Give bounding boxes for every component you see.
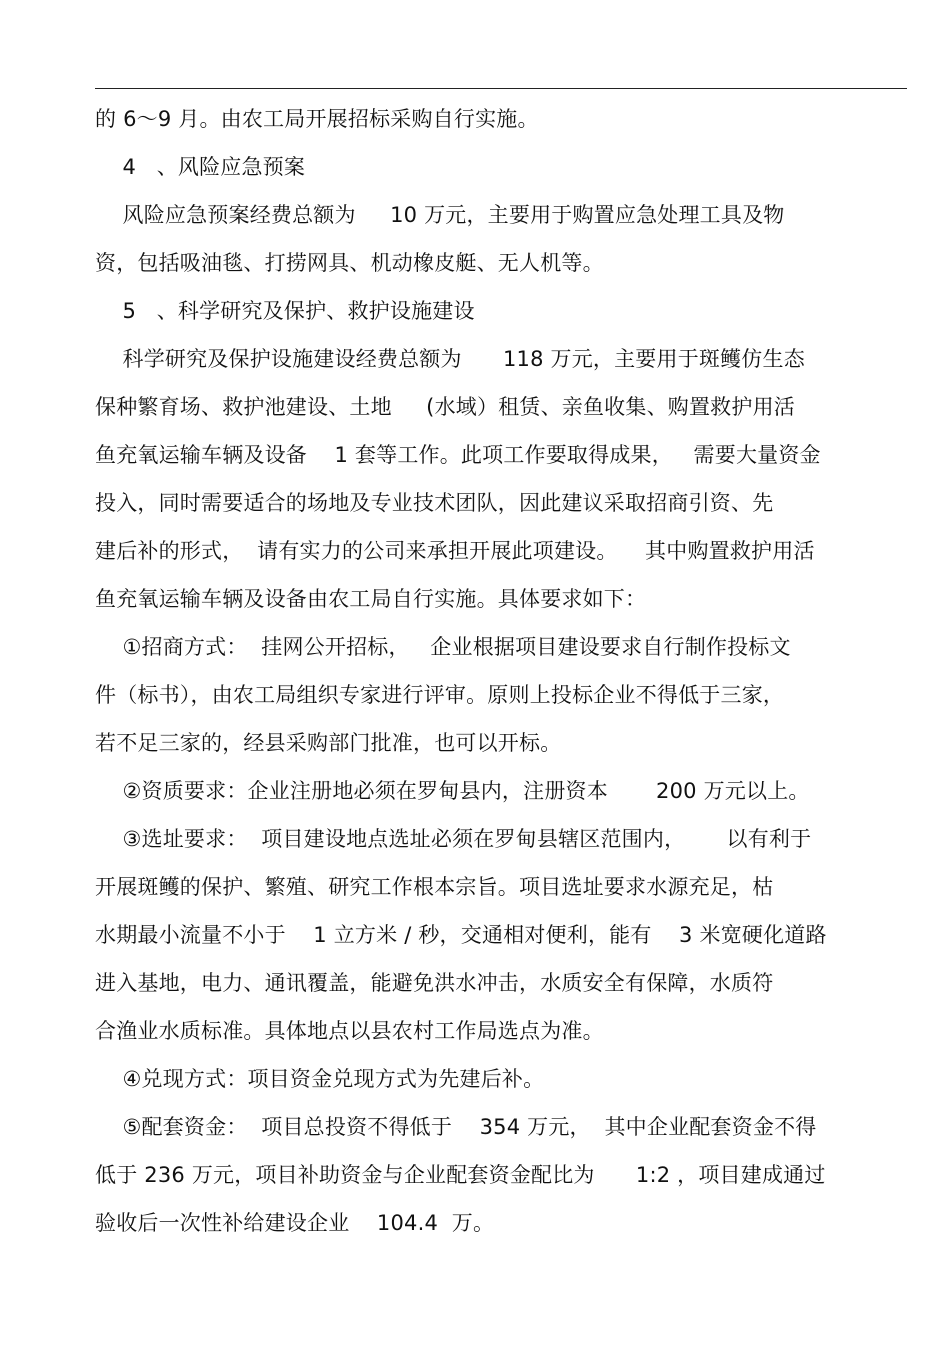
text-line: 开展斑鳠的保护、繁殖、研究工作根本宗旨。项目选址要求水源充足，枯 (95, 875, 774, 899)
text-line: 风险应急预案经费总额为 10 万元，主要用于购置应急处理工具及物 (95, 203, 785, 227)
text-line: 水期最小流量不小于 1 立方米 / 秒，交通相对便利，能有 3 米宽硬化道路 (95, 923, 827, 947)
text-line: 4 、风险应急预案 (95, 155, 306, 179)
text-line: 进入基地，电力、通讯覆盖，能避免洪水冲击，水质安全有保障，水质符 (95, 971, 774, 995)
text-line: 的 6～9 月。由农工局开展招标采购自行实施。 (95, 107, 539, 131)
text-line: 资，包括吸油毯、打捞网具、机动橡皮艇、无人机等。 (95, 251, 604, 275)
text-line: 件（标书），由农工局组织专家进行评审。原则上投标企业不得低于三家， (95, 683, 785, 707)
text-line: 建后补的形式， 请有实力的公司来承担开展此项建设。 其中购置救护用活 (95, 539, 815, 563)
text-line: 合渔业水质标准。具体地点以县农村工作局选点为准。 (95, 1019, 604, 1043)
text-line: 科学研究及保护设施建设经费总额为 118 万元，主要用于斑鳠仿生态 (95, 347, 805, 371)
text-line: 若不足三家的，经县采购部门批准，也可以开标。 (95, 731, 562, 755)
text-line: 验收后一次性补给建设企业 104.4 万。 (95, 1211, 495, 1235)
text-line: ⑤配套资金： 项目总投资不得低于 354 万元， 其中企业配套资金不得 (95, 1115, 817, 1139)
text-line: ③选址要求： 项目建设地点选址必须在罗甸县辖区范围内， 以有利于 (95, 827, 812, 851)
text-line: 投入，同时需要适合的场地及专业技术团队，因此建议采取招商引资、先 (95, 491, 774, 515)
header-rule (95, 88, 907, 89)
text-line: 低于 236 万元，项目补助资金与企业配套资金配比为 1:2 ，项目建成通过 (95, 1163, 826, 1187)
text-line: ④兑现方式：项目资金兑现方式为先建后补。 (95, 1067, 545, 1091)
text-line: ①招商方式： 挂网公开招标， 企业根据项目建设要求自行制作投标文 (95, 635, 791, 659)
text-line: 保种繁育场、救护池建设、土地 (水域）租赁、亲鱼收集、购置救护用活 (95, 395, 795, 419)
text-line: 鱼充氧运输车辆及设备 1 套等工作。此项工作要取得成果， 需要大量资金 (95, 443, 821, 467)
text-line: ②资质要求：企业注册地必须在罗甸县内，注册资本 200 万元以上。 (95, 779, 810, 803)
text-line: 5 、科学研究及保护、救护设施建设 (95, 299, 475, 323)
text-line: 鱼充氧运输车辆及设备由农工局自行实施。具体要求如下： (95, 587, 647, 611)
